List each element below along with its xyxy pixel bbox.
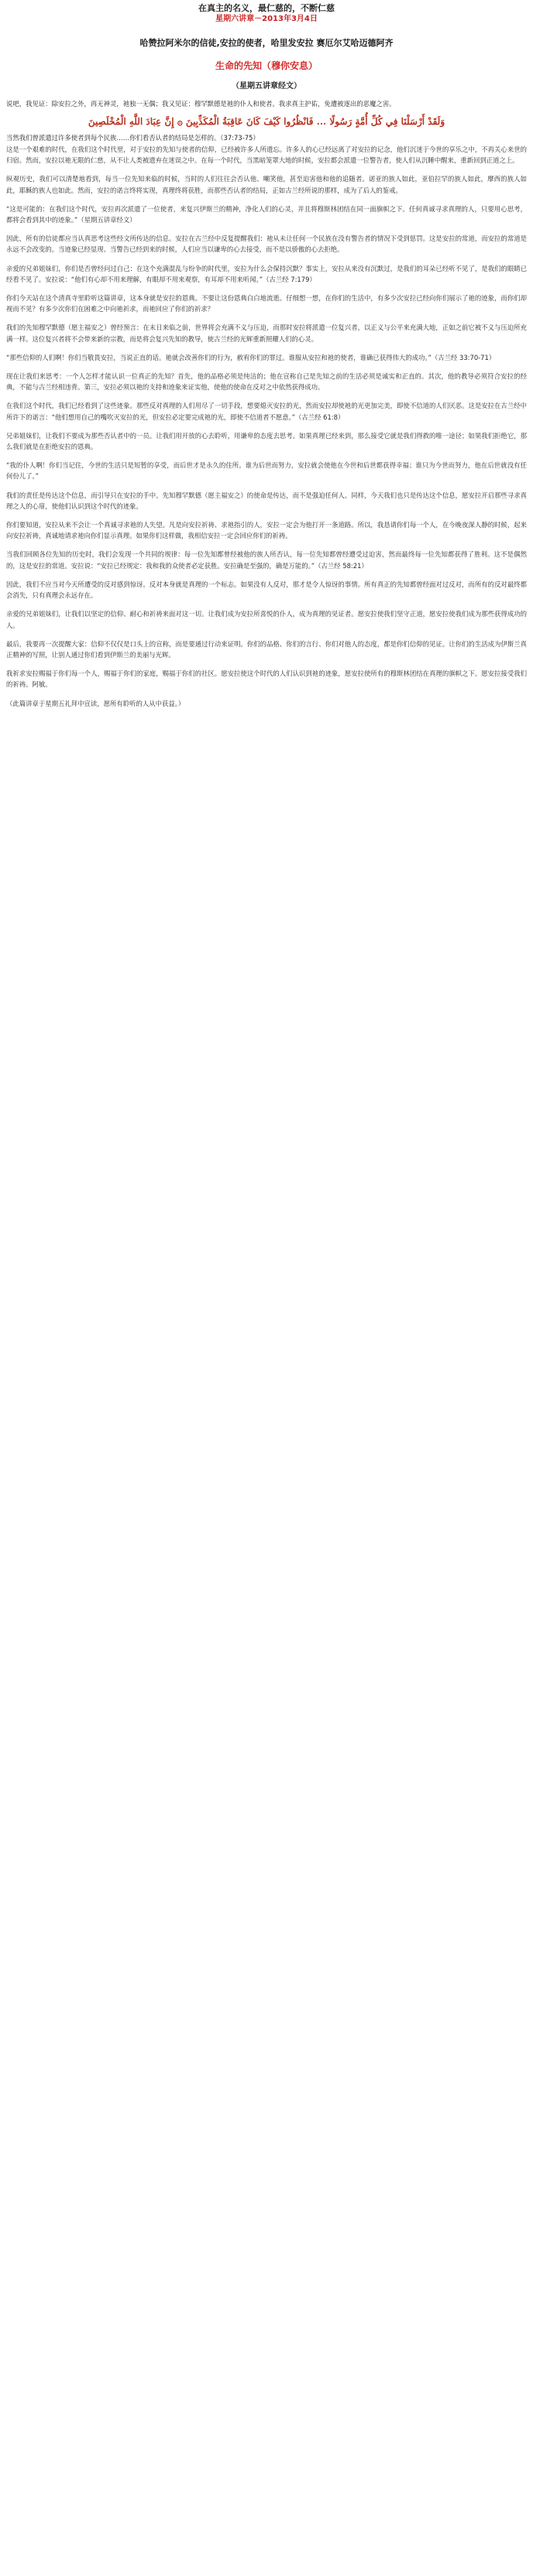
body-paragraph: 当我们回顾各位先知的历史时，我们会发现一个共同的规律：每一位先知都曾经被他的族人所否认，每一位先知都曾经遭受过迫害，然而最终每一位先知都获得了胜利。这不是偶然的，这是安拉的常道。安拉说：“安拉已经规定：我和我的众使者必定获胜。安拉确是至强的，确是万能的。”（古兰经 58:21）	[6, 550, 527, 570]
document-meta: （星期五讲章经文）	[232, 82, 301, 91]
header-line: 在真主的名义，最仁慈的，不断仁慈	[198, 3, 335, 13]
quote-paragraph: “那些信仰的人们啊！你们当敬畏安拉，当说正直的话。祂就会改善你们的行为，赦宥你们的罪过。谁服从安拉和祂的使者，谁确已获得伟大的成功。”（古兰经 33:70-71）	[6, 353, 496, 361]
verse-translation: 当然我们曾派遣过许多使者到每个民族……你们看否认者的结局是怎样的。（37:73-75）	[6, 134, 260, 142]
body-paragraph: 最后，我要再一次提醒大家：信仰不仅仅是口头上的宣称，而是要通过行动来证明。你们的品格、你们的言行、你们对他人的态度，都是你们信仰的见证。让你们的生活成为伊斯兰真正精神的写照，让别人通过你们看到伊斯兰的美丽与光辉。	[6, 639, 527, 659]
closing-note: （此篇讲章于星期五礼拜中宣读，愿所有聆听的人从中获益。）	[6, 699, 185, 707]
opening-paragraph: 说吧，我见证：除安拉之外，再无神灵，祂独一无偶；我又见证：穆罕默德是祂的仆人和使者。我求真主护佑，免遭被逐出的恶魔之害。	[6, 100, 396, 108]
body-paragraph: 你们要知道，安拉从来不会让一个真诚寻求祂的人失望。凡是向安拉祈祷、求祂指引的人，安拉一定会为他打开一条道路。所以，我恳请你们每一个人，在今晚夜深人静的时候，起来向安拉祈祷，真诚地请求祂向你们显示真理。如果你们这样做，我相信安拉一定会回应你们的祈祷。	[6, 521, 527, 540]
document-heading: 生命的先知（穆你安息）	[215, 60, 318, 71]
body-paragraph: 我祈求安拉赐福于你们每一个人，赐福于你们的家庭，赐福于你们的社区。愿安拉使这个时代的人们认识到祂的迹象，愿安拉使所有的穆斯林团结在真理的旗帜之下。愿安拉接受我们的祈祷。阿敏。	[6, 670, 527, 689]
body-paragraph: 我们的先知穆罕默德（愿主福安之）曾经预言：在末日来临之前，世界将会充满不义与压迫，而那时安拉将派遣一位复兴者，以正义与公平来充满大地，正如之前它被不义与压迫所充满一样。这位复兴者将不会带来新的宗教，而是将会复兴先知的教导，使古兰经的光辉重新照耀人们的心灵。	[6, 324, 527, 343]
body-paragraph: 因此，我们不应当对今天所遭受的反对感到惊讶。反对本身就是真理的一个标志。如果没有人反对，那才是令人惊讶的事情。所有真正的先知都曾经面对过反对，而所有的反对最终都会消失，只有真理会永远存在。	[6, 580, 527, 600]
body-paragraph: 你们今天站在这个清真寺里聆听这篇讲章，这本身就是安拉的恩典。不要让这份恩典白白地流逝。仔细想一想，在你们的生活中，有多少次安拉已经向你们展示了祂的迹象，而你们却视而不见？有多少次你们在困难之中向祂祈求，而祂回应了你们的祈求？	[6, 294, 527, 313]
body-paragraph: 亲爱的兄弟姐妹们，让我们以坚定的信仰、耐心和祈祷来面对这一切。让我们成为安拉所喜悦的仆人，成为真理的见证者。愿安拉使我们坚守正道，愿安拉使我们成为那些获得成功的人。	[6, 610, 527, 629]
body-paragraph: 亲爱的兄弟姐妹们，你们是否曾经问过自己：在这个充满混乱与纷争的时代里，安拉为什么会保持沉默？事实上，安拉从来没有沉默过，是我们的耳朵已经听不见了，是我们的眼睛已经看不见了。安拉说：“他们有心却不用来理解，有眼却不用来观察，有耳却不用来听闻。”（古兰经 7:179）	[6, 264, 527, 283]
body-paragraph: 这是一个艰难的时代，在我们这个时代里，对于安拉的先知与使者的信仰，已经被许多人所遗忘。许多人的心已经远离了对安拉的记念，他们沉迷于今世的享乐之中，不再关心来世的归宿。然而，安拉以祂无限的仁慈，从不让人类被遗弃在迷误之中。在每一个时代，当黑暗笼罩大地的时候，安拉都会派遣一位警告者，使人们从沉睡中醒来，重新回到正道之上。	[6, 146, 527, 165]
document-title: 哈赞拉阿米尔的信徒,安拉的使者，哈里发安拉 赛厄尔艾哈迈德阿齐	[139, 38, 394, 48]
body-paragraph: 兄弟姐妹们，让我们不要成为那些否认者中的一员。让我们用开放的心去聆听，用谦卑的态度去思考。如果真理已经来到，那么接受它就是我们得救的唯一途径；如果我们拒绝它，那么我们就是在拒绝安拉的恩典。	[6, 431, 527, 451]
body-paragraph: 我们的责任是传达这个信息，而引导只在安拉的手中。先知穆罕默德（愿主福安之）的使命是传达，而不是强迫任何人。同样，今天我们也只是传达这个信息，愿安拉开启那些寻求真理之人的心扉，使他们认识到这个时代的迹象。	[6, 491, 527, 510]
body-text	[6, 144, 527, 709]
quote-paragraph: “我的仆人啊！你们当记住，今世的生活只是短暂的享受，而后世才是永久的住所。谁为后世而努力，安拉就会使他在今世和后世都获得幸福；谁只为今世而努力，他在后世就没有任何份儿了。”	[6, 461, 527, 481]
body-paragraph: 在我们这个时代，我们已经看到了这些迹象。那些反对真理的人们用尽了一切手段，想要熄灭安拉的光，然而安拉却使祂的光更加完美，即使不信道的人们厌恶。这是安拉在古兰经中所许下的诺言：“他们想用自己的嘴吹灭安拉的光，但安拉必定要完成祂的光，即使不信道者不愿意。”（古兰经 61:8）	[6, 402, 527, 421]
arabic-verse: وَلَقَدْ أَرْسَلْنَا فِي كُلِّ أُمَّةٍ رَسُولًا ... فَانْظُرُوا كَيْفَ كَانَ عَاقِبَةُ الْمُكَذِّبِينَ ۞ إِنَّ عِبَادَ اللَّهِ الْمُخْلَصِينَ	[88, 116, 445, 127]
body-paragraph: 因此，所有的信徒都应当认真思考这些经文所传达的信息。安拉在古兰经中反复提醒我们：祂从未让任何一个民族在没有警告者的情况下受到惩罚。这是安拉的常道，而安拉的常道是永远不会改变的。当迹象已经显现、当警告已经到来的时候，人们应当以谦卑的心去接受，而不是以骄傲的心去拒绝。	[6, 235, 527, 254]
header-date-line: 星期六讲章－2013年3月4日	[215, 15, 318, 23]
quote-paragraph: “这是可能的：在我们这个时代，安拉再次派遣了一位使者，来复兴伊斯兰的精神，净化人们的心灵，并且将穆斯林团结在同一面旗帜之下。任何真诚寻求真理的人，只要用心思考，都将会看到其中的迹象。”（星期五讲章经文）	[6, 204, 527, 224]
body-paragraph: 纵观历史，我们可以清楚地看到，每当一位先知来临的时候，当时的人们往往会否认他、嘲笑他，甚至迫害他和他的追随者。诺亚的族人如此，亚伯拉罕的族人如此，摩西的族人如此，耶稣的族人也如此。然而，安拉的诺言终将实现，真理终将获胜，而那些否认者的结局，正如古兰经所说的那样，成为了后人的鉴戒。	[6, 175, 527, 194]
body-paragraph: 现在让我们来思考：一个人怎样才能认识一位真正的先知？首先，他的品格必须是纯洁的；他在宣称自己是先知之前的生活必须是诚实和正直的。其次，他的教导必须符合安拉的经典，不能与古兰经相违背。第三，安拉必须以祂的支持和迹象来证实他，使他的使命在反对之中依然获得成功。	[6, 372, 527, 392]
